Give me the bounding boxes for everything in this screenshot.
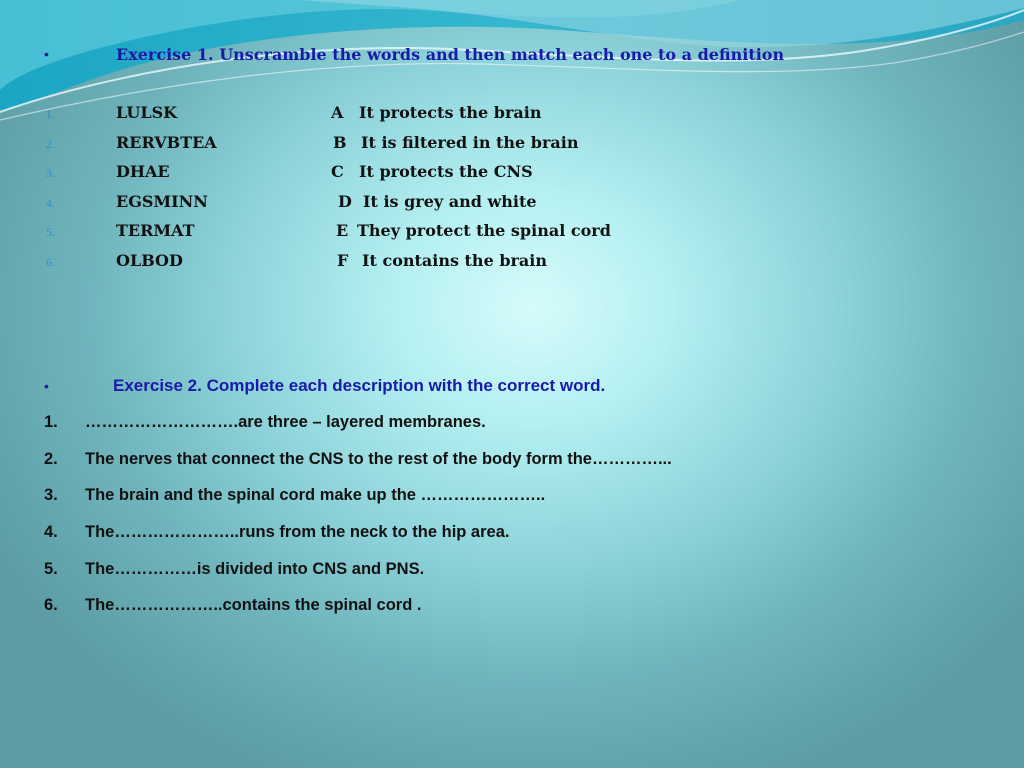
row-number: 4. (46, 196, 55, 210)
definition-letter: C (331, 162, 344, 181)
bullet-icon: • (44, 378, 49, 394)
definition-text: It is grey and white (363, 192, 537, 211)
exercise2-title-row (44, 374, 605, 398)
item-number: 6. (44, 596, 58, 614)
definition-letter: A (331, 103, 344, 122)
definition-letter: E (336, 221, 349, 240)
exercise1-row (0, 161, 1024, 185)
exercise2-item (0, 558, 1024, 582)
definition-text: It protects the CNS (359, 162, 533, 181)
exercise1-title-row (44, 42, 784, 66)
row-number: 3. (46, 166, 55, 180)
exercise2-item (0, 448, 1024, 472)
scrambled-word: LULSK (116, 103, 178, 122)
row-number: 1. (46, 107, 55, 121)
exercise1-row (0, 191, 1024, 215)
exercise2-item (0, 484, 1024, 508)
item-text: The……………is divided into CNS and PNS. (85, 560, 425, 578)
exercise1-row (0, 132, 1024, 156)
exercise1-row (0, 220, 1024, 244)
scrambled-word: EGSMINN (116, 192, 208, 211)
definition-text: It is filtered in the brain (361, 133, 579, 152)
scrambled-word: OLBOD (116, 251, 183, 270)
definition-text: It contains the brain (362, 251, 548, 270)
item-text: The nerves that connect the CNS to the rest of the body form the…………... (85, 450, 672, 468)
bullet-icon: • (44, 46, 49, 62)
exercise2-item (0, 521, 1024, 545)
row-number: 2. (46, 137, 55, 151)
exercise1-title: Exercise 1. Unscramble the words and then match each one to a definition (116, 44, 785, 64)
row-number: 5. (46, 225, 55, 239)
item-number: 1. (44, 413, 58, 431)
item-text: The brain and the spinal cord make up the ………………….. (85, 486, 546, 504)
item-text: ……………………….are three – layered membranes. (85, 413, 486, 431)
scrambled-word: TERMAT (116, 221, 195, 240)
row-number: 6. (46, 255, 55, 269)
scrambled-word: RERVBTEA (116, 133, 217, 152)
exercise2-item (0, 411, 1024, 435)
definition-letter: F (337, 251, 349, 270)
item-text: The…………………..runs from the neck to the hip area. (85, 523, 510, 541)
item-text: The………………..contains the spinal cord . (85, 596, 422, 614)
item-number: 4. (44, 523, 58, 541)
definition-text: It protects the brain (359, 103, 542, 122)
definition-text: They protect the spinal cord (357, 221, 611, 240)
exercise2-item (0, 594, 1024, 618)
item-number: 3. (44, 486, 58, 504)
item-number: 5. (44, 560, 58, 578)
definition-letter: B (333, 133, 347, 152)
scrambled-word: DHAE (116, 162, 170, 181)
item-number: 2. (44, 450, 58, 468)
definition-letter: D (338, 192, 352, 211)
exercise1-row (0, 250, 1024, 274)
exercise2-title: Exercise 2. Complete each description with the correct word. (113, 376, 606, 395)
exercise1-row (0, 102, 1024, 126)
